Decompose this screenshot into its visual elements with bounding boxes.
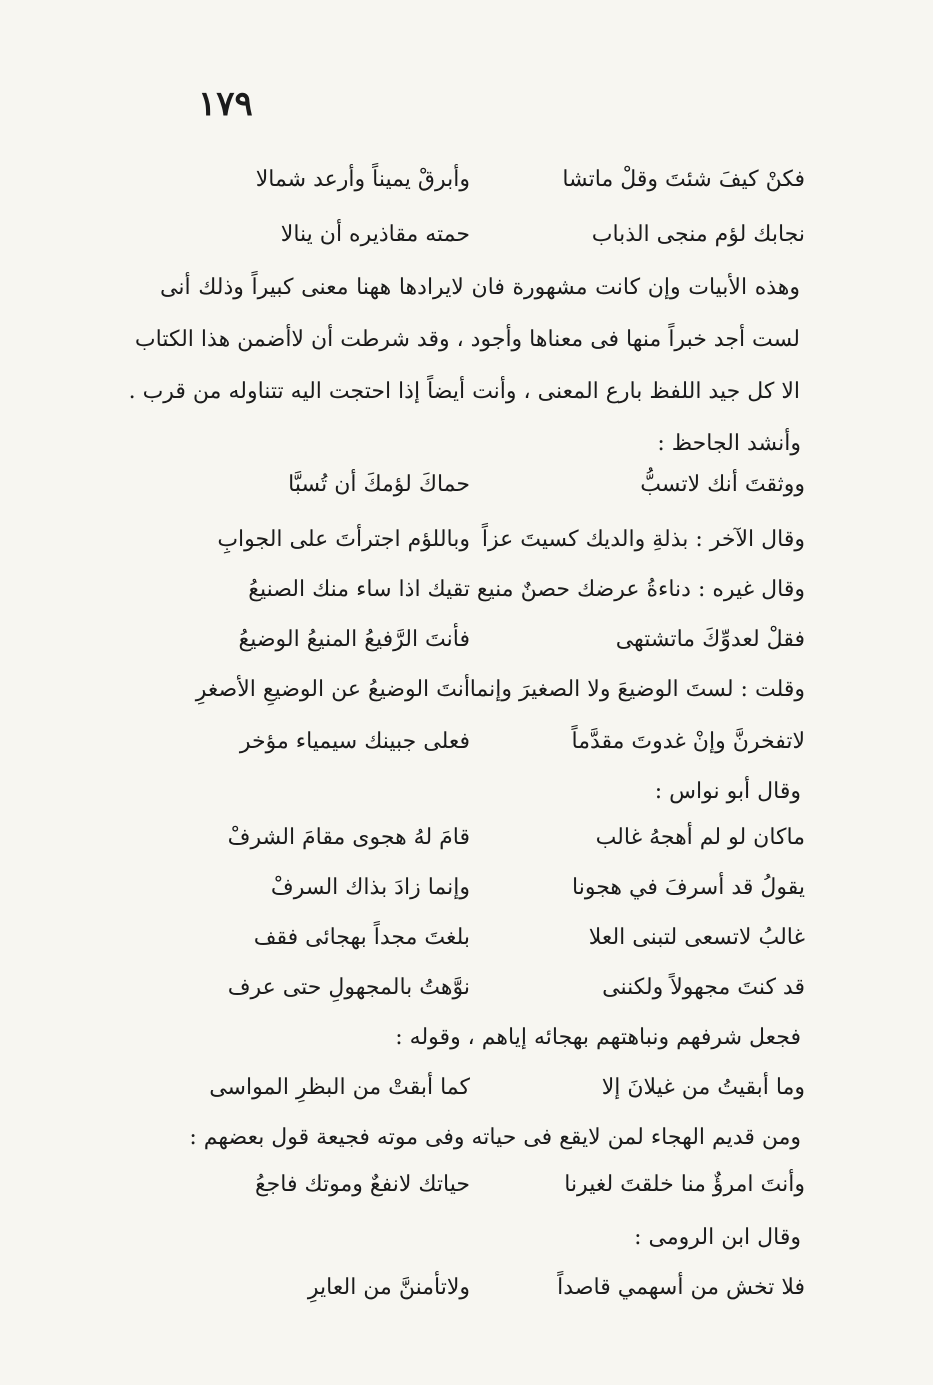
verse-hemistich-first: فكنْ كيفَ شئتَ وقلْ ماتشا — [562, 167, 805, 192]
page-number: ١٧٩ — [198, 84, 253, 124]
heading-line: ومن قديم الهجاء لمن لايقع فى حياته وفى موته فجيعة قول بعضهم : — [189, 1125, 801, 1150]
verse-hemistich-first: فلا تخش من أسهمي قاصداً — [557, 1275, 805, 1300]
verse-hemistich-second: أنتَ الوضيعُ عن الوضيعِ الأصغرِ — [195, 677, 470, 702]
verse-hemistich-second: فعلى جبينك سيمياء مؤخر — [239, 729, 470, 754]
heading-line: فجعل شرفهم ونباهتهم بهجائه إياهم ، وقوله : — [395, 1025, 801, 1050]
verse-hemistich-first: ماكان لو لم أهجهُ غالب — [595, 825, 805, 850]
verse-hemistich-first: يقولُ قد أسرفَ في هجونا — [572, 875, 805, 900]
verse-hemistich-second: حمته مقاذيره أن ينالا — [280, 222, 470, 247]
verse-hemistich-first: لاتفخرنَّ وإنْ غدوتَ مقدَّماً — [571, 729, 805, 754]
prose-line: لست أجد خبراً منها فى معناها وأجود ، وقد شرطت أن لاأضمن هذا الكتاب — [134, 327, 800, 352]
verse-hemistich-second: ولاتأمننَّ من العايرِ — [307, 1275, 470, 1300]
verse-hemistich-first: وقال غيره : دناءةُ عرضك حصنٌ منيع — [476, 577, 805, 602]
verse-hemistich-second: وأبرقْ يميناً وأرعد شمالا — [255, 167, 470, 192]
verse-hemistich-first: قد كنتَ مجهولاً ولكننى — [602, 975, 805, 1000]
verse-hemistich-second: وإنما زادَ بذاك السرفْ — [270, 875, 470, 900]
verse-hemistich-first: فقلْ لعدوِّكَ ماتشتهى — [615, 627, 805, 652]
verse-hemistich-first: وما أبقيتُ من غيلانَ إلا — [601, 1075, 805, 1100]
verse-hemistich-first: وقلت : لستَ الوضيعَ ولا الصغيرَ وإنما — [469, 677, 805, 702]
verse-hemistich-second: قامَ لهُ هجوى مقامَ الشرفْ — [227, 825, 470, 850]
verse-hemistich-first: وقال الآخر : بذلةِ والديك كسيتَ عزاً — [481, 527, 805, 552]
verse-hemistich-second: حياتك لانفعٌ وموتك فاجعُ — [254, 1172, 470, 1197]
prose-line: الا كل جيد اللفظ بارع المعنى ، وأنت أيضاً إذا احتجت اليه تتناوله من قرب . — [128, 379, 800, 404]
verse-hemistich-first: غالبُ لاتسعى لتبنى العلا — [588, 925, 805, 950]
verse-hemistich-second: تقيك اذا ساء منك الصنيعُ — [248, 577, 470, 602]
verse-hemistich-first: نجابك لؤم منجى الذباب — [591, 222, 805, 247]
prose-line: وهذه الأبيات وإن كانت مشهورة فان لايرادها ههنا معنى كبيراً وذلك أنى — [160, 275, 801, 300]
verse-hemistich-second: نوَّهتُ بالمجهولِ حتى عرف — [227, 975, 470, 1000]
verse-hemistich-second: فأنتَ الرَّفيعُ المنيعُ الوضيعُ — [238, 627, 470, 652]
heading-line: وأنشد الجاحظ : — [657, 431, 801, 456]
verse-hemistich-second: وباللؤم اجترأتَ على الجوابِ — [217, 527, 470, 552]
heading-line: وقال أبو نواس : — [654, 779, 801, 804]
verse-hemistich-first: وأنتَ امرؤٌ منا خلقتَ لغيرنا — [564, 1172, 805, 1197]
verse-hemistich-second: كما أبقتْ من البظرِ المواسى — [209, 1075, 470, 1100]
verse-hemistich-second: حماكَ لؤمكَ أن تُسبَّا — [288, 472, 470, 497]
verse-hemistich-first: ووثقتَ أنك لاتسبُّ — [640, 472, 805, 497]
verse-hemistich-second: بلغتَ مجداً بهجائى فقف — [253, 925, 470, 950]
heading-line: وقال ابن الرومى : — [634, 1225, 801, 1250]
